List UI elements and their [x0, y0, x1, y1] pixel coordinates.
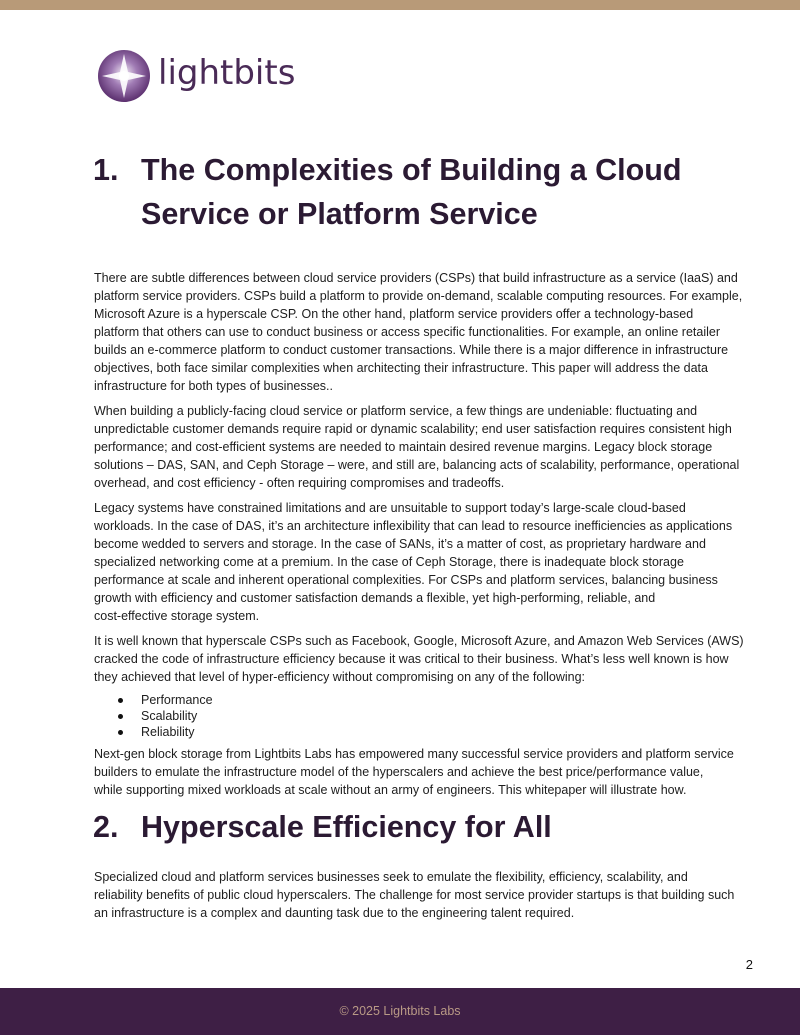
section-1-body: [94, 269, 758, 806]
paragraph: [94, 499, 758, 625]
text-line: performance; and cost-efficient systems are needed to maintain desired revenue margins. Legacy block storage: [94, 440, 713, 454]
text-line: solutions – DAS, SAN, and Ceph Storage – were, and still are, balancing acts of scalability, performance, operational: [94, 458, 740, 472]
footer: [0, 988, 800, 1035]
text-line: performance at scale and inherent operational complexities. For CSPs and platform services, balancing business: [94, 573, 718, 587]
text-line: infrastructure for both types of businesses..: [94, 379, 334, 393]
text-line: cost-effective storage system.: [94, 609, 260, 623]
top-accent-bar: [0, 0, 800, 10]
section-2-title: Hyperscale Efficiency for All: [141, 810, 552, 844]
text-line: objectives, both face similar complexities when architecting their infrastructure. This paper will address the data: [94, 361, 708, 375]
lightbits-logo: [96, 48, 295, 104]
section-1-title-line: The Complexities of Building a Cloud: [141, 153, 682, 187]
text-line: When building a publicly-facing cloud service or platform service, a few things are undeniable: fluctuating and: [94, 404, 698, 418]
paragraph: [94, 269, 758, 395]
list-item: Scalability: [94, 708, 758, 724]
paragraph: [94, 632, 758, 686]
text-line: Microsoft Azure is a hyperscale CSP. On the other hand, platform service providers offer a technology-based: [94, 307, 694, 321]
text-line: Next-gen block storage from Lightbits Labs has empowered many successful service providers and platform service: [94, 747, 734, 761]
text-line: an infrastructure is a complex and daunting task due to the engineering talent required.: [94, 906, 575, 920]
text-line: they achieved that level of hyper-efficiency without compromising on any of the following:: [94, 670, 586, 684]
bullet-list: [94, 692, 758, 740]
list-item: Reliability: [94, 724, 758, 740]
section-1-number: 1.: [93, 153, 119, 187]
text-line: overhead, and cost efficiency - often requiring compromises and tradeoffs.: [94, 476, 505, 490]
paragraph: [94, 402, 758, 492]
text-line: unpredictable customer demands require rapid or dynamic scalability; end user satisfaction requires consistent high: [94, 422, 732, 436]
text-line: builders to emulate the infrastructure model of the hyperscalers and achieve the best price/performance value,: [94, 765, 704, 779]
text-line: builds an e-commerce platform to conduct customer transactions. While there is a major difference in infrastructure: [94, 343, 729, 357]
text-line: become wedded to servers and storage. In the case of SANs, it’s a matter of cost, as proprietary hardware and: [94, 537, 706, 551]
text-line: platform that others can use to conduct business or access specific functionalities. For example, an online retailer: [94, 325, 721, 339]
section-2-heading: [93, 805, 733, 849]
text-line: while supporting mixed workloads at scale without an army of engineers. This whitepaper will illustrate how.: [94, 783, 687, 797]
text-line: Legacy systems have constrained limitations and are unsuitable to support today’s large-scale cloud-based: [94, 501, 686, 515]
text-line: reliability benefits of public cloud hyperscalers. The challenge for most service provider startups is that building such: [94, 888, 735, 902]
section-2-body: [94, 868, 758, 929]
section-1-title-line: Service or Platform Service: [141, 197, 538, 231]
text-line: It is well known that hyperscale CSPs such as Facebook, Google, Microsoft Azure, and Amazon Web Services (AWS): [94, 634, 744, 648]
lightbits-logo-icon: [96, 48, 152, 104]
section-2-number: 2.: [93, 810, 119, 844]
footer-copyright: © 2025 Lightbits Labs: [339, 1004, 461, 1018]
logo-wordmark: lightbits: [158, 53, 296, 93]
text-line: cracked the code of infrastructure efficiency because it was critical to their business. What’s less well known is how: [94, 652, 729, 666]
paragraph: [94, 868, 758, 922]
paragraph: [94, 745, 758, 799]
text-line: workloads. In the case of DAS, it’s an architecture inflexibility that can lead to resource inefficiencies as applications: [94, 519, 733, 533]
text-line: specialized networking come at a premium. In the case of Ceph Storage, there is inadequate block storage: [94, 555, 684, 569]
text-line: There are subtle differences between cloud service providers (CSPs) that build infrastructure as a service (IaaS) and: [94, 271, 738, 285]
page-number: 2: [745, 957, 753, 972]
section-1-heading: [93, 148, 733, 236]
text-line: growth with efficiency and customer satisfaction demands a flexible, yet high-performing, reliable, and: [94, 591, 656, 605]
text-line: Specialized cloud and platform services businesses seek to emulate the flexibility, efficiency, scalability, and: [94, 870, 688, 884]
list-item: Performance: [94, 692, 758, 708]
text-line: platform service providers. CSPs build a platform to provide on-demand, scalable computing resources. For example,: [94, 289, 743, 303]
